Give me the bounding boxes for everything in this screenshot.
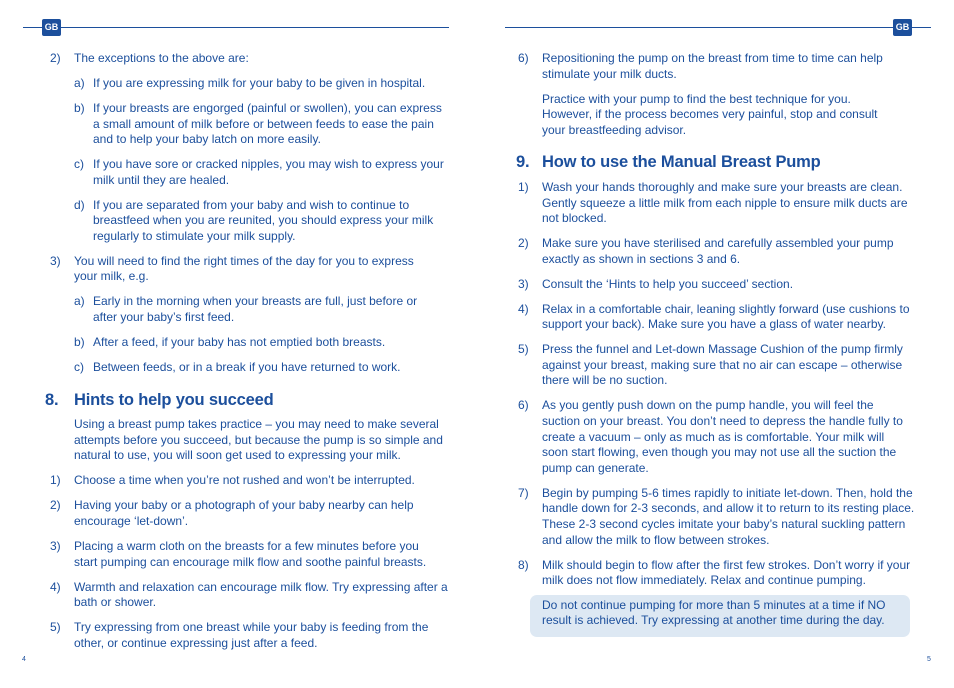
list-item (24, 498, 454, 529)
item-number: 5) (518, 342, 529, 357)
list-item (505, 486, 930, 548)
sub-item (74, 101, 454, 148)
sub-item (74, 335, 454, 351)
list-item (24, 51, 454, 67)
sub-letter: c) (74, 360, 84, 375)
item-text: Press the funnel and Let-down Massage Cushion of the pump firmly against your breast, making sure that no air can escape – otherwise there will be no suction. (542, 342, 903, 388)
item-text: Wash your hands thoroughly and make sure your breasts are clean. Gently squeeze a little milk from each nipple to ensure milk ducts are not blocked. (542, 179, 908, 226)
list-item (505, 398, 930, 476)
list-item (505, 277, 930, 293)
list-item (505, 180, 930, 227)
page-number-left: 4 (22, 656, 26, 663)
item-number: 6) (518, 51, 529, 65)
item-number: 3) (50, 253, 61, 268)
sub-text: If your breasts are engorged (painful or swollen), you can express a small amount of milk before or between feeds to ease the pain and to help your baby latch on more easily. (93, 100, 442, 147)
list-item (505, 236, 930, 267)
item-number: 2) (50, 498, 61, 513)
header-rule-right (505, 27, 931, 28)
list-item (24, 254, 454, 285)
item-number: 1) (50, 473, 61, 488)
section-number: 9. (516, 153, 530, 172)
list-item (505, 302, 930, 333)
list-item (24, 473, 454, 489)
item-text: Try expressing from one breast while your baby is feeding from the other, or continue expressing just after a feed. (74, 620, 429, 650)
item-text: Milk should begin to flow after the first few strokes. Don’t worry if your milk does not flow immediately. Relax and continue pumping. (542, 557, 911, 588)
item-number: 8) (518, 557, 529, 572)
item-text: Make sure you have sterilised and carefully assembled your pump exactly as shown in sections 3 and 6. (542, 236, 894, 266)
list-item (505, 558, 930, 589)
list-item (24, 539, 454, 570)
item-text: Choose a time when you’re not rushed and won’t be interrupted. (74, 473, 415, 488)
sub-item (74, 198, 454, 245)
section-number: 8. (45, 390, 59, 409)
section-heading (24, 390, 454, 409)
item-text: Consult the ‘Hints to help you succeed’ section. (542, 276, 794, 291)
section-heading (505, 155, 930, 171)
sub-letter: a) (74, 75, 85, 90)
item-text: Relax in a comfortable chair, leaning slightly forward (use cushions to support your back). Make sure you have a glass of water nearby. (542, 301, 910, 332)
item-number: 3) (50, 538, 61, 553)
list-item (24, 620, 454, 651)
sub-item (74, 157, 454, 188)
sub-text: Between feeds, or in a break if you have returned to work. (93, 360, 401, 375)
list-item (505, 342, 930, 389)
item-number: 3) (518, 276, 529, 291)
header-rule-left (23, 27, 449, 28)
sub-letter: b) (74, 335, 85, 350)
section-title: How to use the Manual Breast Pump (542, 153, 821, 172)
sub-letter: d) (74, 197, 85, 212)
language-badge-left: GB (42, 19, 61, 36)
sub-text: If you are expressing milk for your baby to be given in hospital. (93, 75, 426, 90)
item-number: 7) (518, 485, 529, 500)
item-text: Having your baby or a photograph of your baby nearby can help encourage ‘let-down’. (74, 498, 414, 528)
right-column (505, 51, 930, 637)
sub-letter: a) (74, 294, 85, 309)
warning-note: Do not continue pumping for more than 5 minutes at a time if NO result is achieved. Try expressing at another time during the day. (530, 595, 910, 637)
item-number: 4) (518, 301, 529, 316)
item-number: 2) (518, 236, 529, 251)
list-item (505, 51, 930, 82)
item-text: The exceptions to the above are: (74, 51, 249, 65)
sub-letter: b) (74, 100, 85, 115)
sub-item (74, 360, 454, 376)
section-intro: Using a breast pump takes practice – you may need to make several attempts before you succeed, but because the pump is so simple and natural to use, you will soon get used to expressing your milk. (74, 417, 443, 463)
sub-text: After a feed, if your baby has not emptied both breasts. (93, 335, 386, 350)
item-text: Warmth and relaxation can encourage milk flow. Try expressing after a bath or shower. (74, 579, 448, 610)
item-text: Placing a warm cloth on the breasts for a few minutes before you start pumping can encourage milk flow and soothe painful breasts. (74, 538, 427, 569)
sub-item (74, 294, 454, 325)
item-number: 4) (50, 579, 61, 594)
sub-text: If you are separated from your baby and wish to continue to breastfeed when you are reunited, you should express your milk regularly to stimulate your milk supply. (93, 197, 434, 243)
item-number: 6) (518, 398, 529, 413)
sub-text: Early in the morning when your breasts are full, just before or after your baby’s first feed. (93, 294, 418, 325)
language-badge-right: GB (893, 19, 912, 36)
item-text: You will need to find the right times of the day for you to express your milk, e.g. (74, 253, 414, 284)
item-text: Repositioning the pump on the breast from time to time can help stimulate your milk ducts. (542, 51, 883, 81)
sub-item (74, 76, 454, 92)
sub-letter: c) (74, 157, 84, 172)
page-number-right: 5 (927, 656, 931, 663)
practice-paragraph: Practice with your pump to find the best technique for you. However, if the process becomes very painful, stop and consult your breastfeeding advisor. (542, 91, 878, 137)
item-number: 2) (50, 51, 61, 65)
left-column (24, 51, 454, 661)
sub-text: If you have sore or cracked nipples, you may wish to express your milk until they are healed. (93, 157, 444, 187)
section-title: Hints to help you succeed (74, 390, 274, 409)
item-text: As you gently push down on the pump handle, you will feel the suction on your breast. You don’t need to depress the handle fully to create a vacuum – only as much as is comfortable. Your milk will soon start flowing, even though you may not use all the suction the pump can generate. (542, 398, 903, 475)
list-item (24, 580, 454, 611)
item-number: 5) (50, 620, 61, 635)
item-text: Begin by pumping 5-6 times rapidly to initiate let-down. Then, hold the handle down for 2-3 seconds, and allow it to return to its resting place. These 2-3 second cycles imitate your baby’s natural suckling pattern and allow the milk to flow between strokes. (542, 485, 915, 547)
item-number: 1) (518, 179, 529, 194)
